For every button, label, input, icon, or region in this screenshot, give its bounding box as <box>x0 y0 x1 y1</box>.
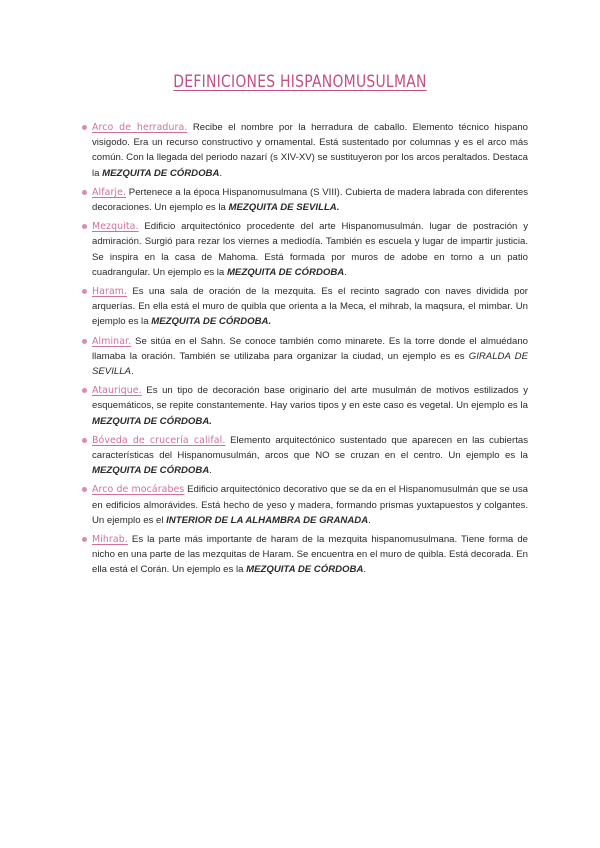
definition-list <box>92 120 528 582</box>
bullet-icon <box>82 224 87 229</box>
bullet-icon <box>82 339 87 344</box>
definition-text: . <box>219 167 223 179</box>
bullet-icon <box>82 537 87 542</box>
definition-item <box>92 284 528 330</box>
bullet-icon <box>82 125 87 130</box>
example-italic: GIRALDA DE SEVILLA <box>92 350 528 378</box>
definition-text: . <box>130 366 134 378</box>
definition-text: Se sitúa en el Sahn. Se conoce también como minarete. Es la torre donde el almuédano llamaba la oración. También se utilizaba para organizar la ciudad, un ejemplo es es <box>92 335 528 362</box>
definition-text: . <box>209 465 212 477</box>
bullet-icon <box>82 190 87 195</box>
example-highlight: MEZQUITA DE CÓRDOBA <box>102 167 220 179</box>
definition-text: Es un tipo de decoración base originario del arte musulmán de motivos estilizados y esquemáticos, se repite constantemente. Hay varios tipos y en este caso es vegetal. Un ejemplo es la <box>92 385 528 412</box>
example-highlight: INTERIOR DE LA ALHAMBRA DE GRANADA <box>166 514 369 526</box>
page-title: DEFINICIONES HISPANOMUSULMAN <box>173 72 427 92</box>
definition-text: Elemento arquitectónico sustentado que aparecen en las cubiertas características del Hispanomusulmán, arcos que NO se cruzan en el centro. Un ejemplo es la <box>92 434 528 462</box>
example-highlight: MEZQUITA DE CÓRDOBA <box>226 266 345 278</box>
definition-item <box>92 185 528 215</box>
definition-item <box>92 433 528 479</box>
definition-text: . <box>344 266 347 278</box>
bullet-icon <box>82 487 87 492</box>
bullet-icon <box>82 388 87 393</box>
example-highlight: MEZQUITA DE SEVILLA. <box>228 202 340 214</box>
definition-term: Alfarje. <box>92 186 127 198</box>
example-highlight: MEZQUITA DE CÓRDOBA <box>246 564 364 576</box>
definition-text: Es la parte más importante de haram de la mezquita hispanomusulmana. Tiene forma de nicho en una parte de las mezquitas de Haram. Se encuentra en el muro de quibla. Está decorada. En ella está el Corán. Un ejemplo es la <box>92 534 528 576</box>
definition-term: Alminar. <box>92 335 132 347</box>
definition-term: Haram. <box>92 286 128 298</box>
example-highlight: MEZQUITA DE CÓRDOBA <box>92 465 210 477</box>
definition-item <box>92 120 528 181</box>
definition-item <box>92 482 528 528</box>
definition-item <box>92 334 528 380</box>
definition-text: . <box>368 514 371 526</box>
definition-term: Mihrab. <box>92 534 128 546</box>
example-highlight: MEZQUITA DE CÓRDOBA. <box>92 415 212 427</box>
definition-term: Mezquita. <box>92 221 139 233</box>
definition-item <box>92 532 528 578</box>
definition-term: Ataurique. <box>92 385 142 397</box>
definition-term: Arco de mocárabes <box>92 484 185 496</box>
bullet-icon <box>82 438 87 443</box>
definition-item <box>92 219 528 280</box>
definition-text: . <box>363 564 367 576</box>
definition-text: Es una sala de oración de la mezquita. Es el recinto sagrado con naves dividida por arquerías. En ella está el muro de quibla que orienta a la Meca, el mihrab, la maqsura, el mimbar. Un ejemplo es la <box>92 286 528 328</box>
definition-text: Pertenece a la época Hispanomusulmana (S VIII). Cubierta de madera labrada con diferentes decoraciones. Un ejemplo es la <box>92 186 528 214</box>
bullet-icon <box>82 289 87 294</box>
definition-text: Recibe el nombre por la herradura de caballo. Elemento técnico hispano visigodo. Era un recurso constructivo y ornamental. Está sustentado por columnas y es el arco más común. Con la llegada del periodo nazarí (s XIV-XV) se sustituyeron por los arcos peraltados. Destaca la <box>92 122 528 179</box>
definition-term: Arco de herradura. <box>92 122 188 133</box>
definition-text: Edificio arquitectónico decorativo que se da en el Hispanomusulmán que se usa en edificios almorávides. Está hecho de yeso y madera, formando prismas yuxtapuestos y colgantes. Un ejemplo es el <box>92 484 528 526</box>
definition-item <box>92 383 528 429</box>
definition-text: Edificio arquitectónico procedente del arte Hispanomusulmán. lugar de postración y admiración. Surgió para rezar los viernes a mediodía. También es escuela y lugar de impartir justicia. Se inspira en la casa de Mahoma. Está formada por muros de adobe en torno a un patio cuadrangular. Un ejemplo es la <box>92 221 528 278</box>
example-highlight: MEZQUITA DE CÓRDOBA. <box>151 316 272 328</box>
definition-term: Bóveda de crucería califal. <box>92 434 226 446</box>
